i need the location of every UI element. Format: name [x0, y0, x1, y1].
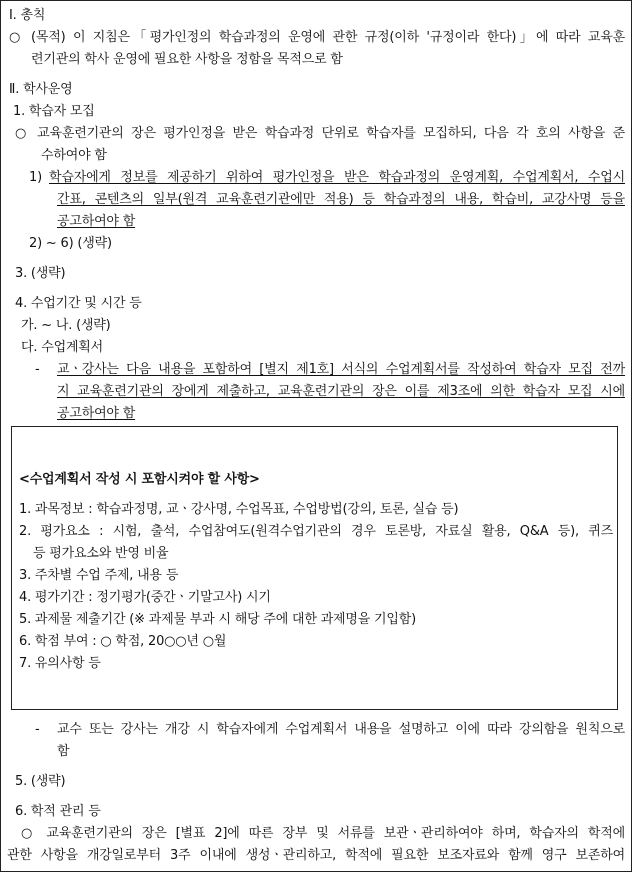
sub-item-1-line-1: 학습자에게 정보를 제공하기 위하여 평가인정을 받은 학습과정의 운영계획, 수업계획서, 수업시 — [49, 170, 625, 185]
item-4-da: 다. 수업계획서 — [21, 340, 104, 355]
dash-1-line-3: 공고하여야 함 — [57, 406, 136, 421]
box-item-3: 3. 주차별 수업 주제, 내용 등 — [19, 568, 179, 583]
item-4-ga-na: 가. ~ 나. (생략) — [21, 318, 111, 333]
dash-2-line-1: 교수 또는 강사는 개강 시 학습자에게 수업계획서 내용을 설명하고 이에 따라 강의함을 원칙으로 — [57, 722, 625, 737]
item-1-title: 1. 학습자 모집 — [13, 104, 95, 119]
sub-item-1-line-3: 공고하여야 함 — [57, 214, 136, 229]
purpose-line-1: ○ (목적) 이 지침은「평가인정의 학습과정의 운영에 관한 규정(이하 '규정이라 한다)」에 따라 교육훈 — [9, 30, 625, 45]
sub-item-1-line-2: 간표, 콘텐츠의 일부(원격 교육훈련기관에만 적용) 등 학습과정의 내용, 학습비, 교강사명 등을 — [57, 192, 625, 207]
item-1-bullet-line-1: ○ 교육훈련기관의 장은 평가인정을 받은 학습과정 단위로 학습자를 모집하되, 다음 각 호의 사항을 준 — [15, 126, 625, 141]
box-title: <수업계획서 작성 시 포함시켜야 할 사항> — [19, 472, 260, 487]
item-6-line-2: 관한 사항을 개강일로부터 3주 이내에 생성ㆍ관리하고, 학적에 필요한 보조자료와 함께 영구 보존하여 — [7, 848, 625, 863]
dash-2-mark: - — [35, 722, 40, 737]
box-item-1: 1. 과목정보 : 학습과정명, 교ㆍ강사명, 수업목표, 수업방법(강의, 토론, 실습 등) — [19, 502, 459, 517]
dash-1-line-1: 교ㆍ강사는 다음 내용을 포함하여 [별지 제1호] 서식의 수업계획서를 작성하여 학습자 모집 전까 — [57, 362, 625, 377]
dash-2-line-2: 함 — [57, 744, 70, 759]
item-5: 5. (생략) — [15, 774, 66, 789]
sub-item-1-number: 1) — [29, 170, 42, 185]
section-2-heading: Ⅱ. 학사운영 — [9, 82, 73, 97]
item-1-bullet-line-2: 수하여야 함 — [41, 148, 107, 163]
item-4-title: 4. 수업기간 및 시간 등 — [15, 296, 142, 311]
item-6-title: 6. 학적 관리 등 — [15, 804, 101, 819]
box-item-2-line-2: 등 평가요소와 반영 비율 — [33, 546, 169, 561]
box-item-6: 6. 학점 부여 : ○ 학점, 20○○년 ○월 — [19, 634, 227, 649]
section-1-heading: Ⅰ. 총칙 — [9, 8, 46, 23]
box-item-5: 5. 과제물 제출기간 (※ 과제물 부과 시 해당 주에 대한 과제명을 기입함) — [19, 612, 417, 627]
box-item-7: 7. 유의사항 등 — [19, 656, 101, 671]
box-item-4: 4. 평가기간 : 정기평가(중간ㆍ기말고사) 시기 — [19, 590, 271, 605]
sub-items-2-6: 2) ~ 6) (생략) — [29, 236, 112, 251]
dash-1-line-2: 지 교육훈련기관의 장에게 제출하고, 교육훈련기관의 장은 이를 제3조에 의한 학습자 모집 시에 — [57, 384, 625, 399]
item-6-line-1: ○ 교육훈련기관의 장은 [별표 2]에 따른 장부 및 서류를 보관ㆍ관리하여야 하며, 학습자의 학적에 — [21, 826, 625, 841]
purpose-line-2: 련기관의 학사 운영에 필요한 사항을 정함을 목적으로 함 — [31, 52, 343, 67]
dash-1-mark: - — [35, 362, 40, 377]
item-3: 3. (생략) — [15, 266, 66, 281]
box-item-2-line-1: 2. 평가요소 : 시험, 출석, 수업참여도(원격수업기관의 경우 토론방, 자료실 활용, Q&A 등), 퀴즈 — [19, 524, 613, 539]
